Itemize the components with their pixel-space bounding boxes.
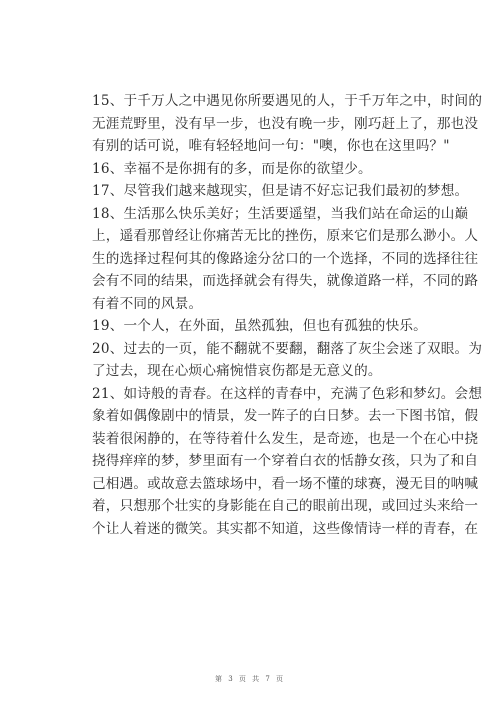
paragraph <box>92 383 483 541</box>
text-line: 装着很闲静的，在等待着什么发生，是奇迹，也是一个在心中挠 <box>92 430 479 447</box>
paragraph <box>92 315 438 338</box>
page-footer: 第 3 页 共 7 页 <box>214 675 286 683</box>
text-line: 19、一个人，在外面，虽然孤独，但也有孤独的快乐。 <box>92 318 427 334</box>
text-line: 有别的话可说，唯有轻轻地问一句："噢，你也在这里吗？" <box>92 138 450 154</box>
text-line: 无涯荒野里，没有早一步，也没有晚一步，刚巧赶上了，那也没 <box>92 115 479 132</box>
text-line: 上，遥看那曾经让你痛苦无比的挫伤，原来它们是那么渺小。人 <box>92 228 479 244</box>
text-line: 挠得痒痒的梦，梦里面有一个穿着白衣的恬静女孩，只为了和自 <box>92 453 479 469</box>
text-line: 着，只想那个壮实的身影能在自己的眼前出现，或回过头来给一 <box>92 498 479 514</box>
text-line: 生的选择过程何其的像路途分岔口的一个选择，不同的选择往往 <box>92 250 479 267</box>
paragraph <box>92 90 483 158</box>
text-line: 象着如偶像剧中的情景，发一阵子的白日梦。去一下图书馆，假 <box>92 408 479 424</box>
paragraph <box>92 158 438 181</box>
text-line: 16、幸福不是你拥有的多，而是你的欲望少。 <box>92 160 372 177</box>
text-line: 15、于千万人之中遇见你所要遇见的人，于千万年之中，时间的 <box>92 93 483 109</box>
text-line: 17、尽管我们越来越现实，但是请不好忘记我们最初的梦想。 <box>92 183 469 199</box>
text-line: 个让人着迷的微笑。其实都不知道，这些像情诗一样的青春，在 <box>92 520 479 537</box>
document-body <box>92 90 483 540</box>
text-line: 了过去，现在心烦心痛惋惜哀伤都是无意义的。 <box>92 363 382 379</box>
paragraph <box>92 338 483 383</box>
paragraph <box>92 180 469 203</box>
paragraph <box>92 203 479 316</box>
text-line: 20、过去的一页，能不翻就不要翻，翻落了灰尘会迷了双眼。为 <box>92 340 483 357</box>
text-line: 己相遇。或故意去篮球场中，看一场不懂的球赛，漫无目的呐喊 <box>92 475 479 492</box>
text-line: 会有不同的结果，而选择就会有得失，就像道路一样，不同的路 <box>92 273 479 289</box>
text-line: 21、如诗般的青春。在这样的青春中，充满了色彩和梦幻。会想 <box>92 385 483 402</box>
text-line: 18、生活那么快乐美好；生活要遥望，当我们站在命运的山巅 <box>92 205 469 222</box>
text-line: 有着不同的风景。 <box>92 295 203 312</box>
